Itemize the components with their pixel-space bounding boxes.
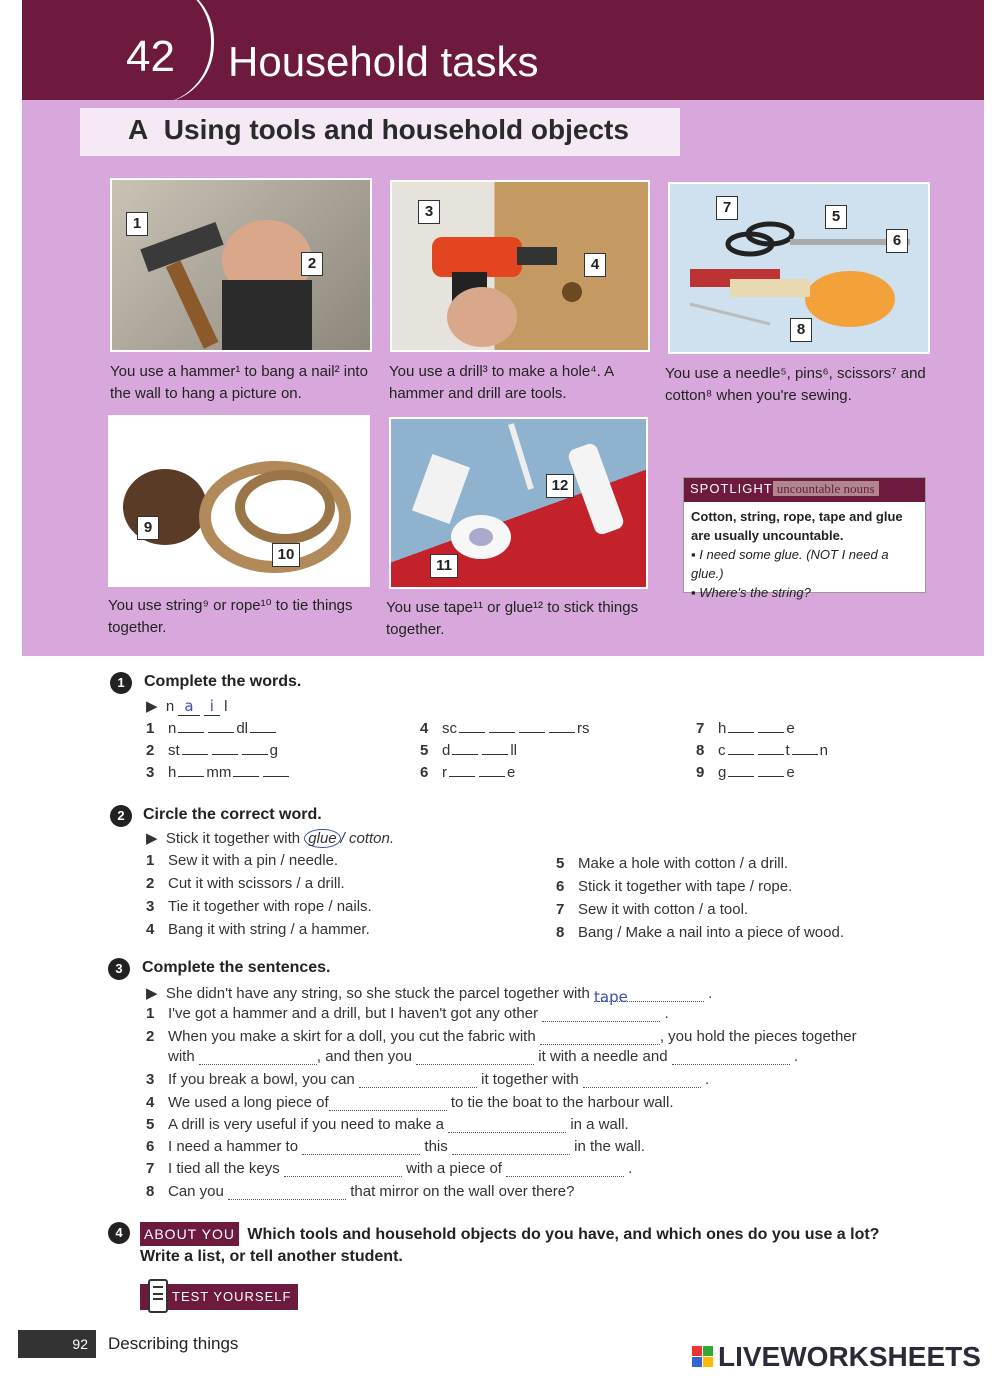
sentence-2: 2 When you make a skirt for a doll, you cut the fabric with , you hold the pieces together bbox=[146, 1028, 857, 1045]
book-icon bbox=[148, 1279, 168, 1313]
sentence-2-cont: with , and then you it with a needle and . bbox=[168, 1048, 799, 1065]
rope-photo bbox=[108, 415, 370, 587]
sentence-7: 7 I tied all the keys with a piece of . bbox=[146, 1160, 633, 1177]
example-answer: tape bbox=[594, 988, 704, 1002]
page-number: 92 bbox=[18, 1330, 96, 1358]
label-8: 8 bbox=[790, 318, 812, 342]
liveworksheets-logo: LIVEWORKSHEETS bbox=[718, 1341, 981, 1372]
blank[interactable] bbox=[452, 1141, 570, 1155]
label-12: 12 bbox=[546, 474, 574, 498]
blank[interactable] bbox=[728, 743, 754, 755]
caption-drill: You use a drill³ to make a hole⁴. A hammer and drill are tools. bbox=[389, 363, 614, 402]
circled-answer: glue bbox=[304, 829, 340, 848]
blank[interactable] bbox=[449, 765, 475, 777]
blank[interactable] bbox=[178, 765, 204, 777]
hammer-photo bbox=[110, 178, 372, 352]
word-item-8: 8 c t n bbox=[696, 742, 829, 759]
blank[interactable] bbox=[506, 1163, 624, 1177]
sentence-5: 5 A drill is very useful if you need to make a in a wall. bbox=[146, 1116, 629, 1133]
blank[interactable] bbox=[284, 1163, 402, 1177]
exercise-3-title: Complete the sentences. bbox=[142, 959, 331, 976]
label-10: 10 bbox=[272, 543, 300, 567]
exercise-2-example: ▶ Stick it together with glue / cotton. bbox=[146, 830, 395, 847]
exercise-4-number: 4 bbox=[108, 1222, 130, 1244]
label-5: 5 bbox=[825, 205, 847, 229]
label-4: 4 bbox=[584, 253, 606, 277]
blank[interactable] bbox=[459, 721, 485, 733]
exercise-4-text: ABOUT YOU Which tools and household objects do you have, and which ones do you use a lot? Write a list, or tell another student. bbox=[140, 1222, 920, 1268]
example-answer-i: i bbox=[204, 697, 220, 716]
word-item-2: 2 st g bbox=[146, 742, 279, 759]
caption-rope: You use string⁹ or rope¹⁰ to tie things together. bbox=[108, 597, 353, 636]
word-item-9: 9 g e bbox=[696, 764, 795, 781]
caption-tape-glue: You use tape¹¹ or glue¹² to stick things together. bbox=[386, 599, 639, 638]
blank[interactable] bbox=[482, 743, 508, 755]
circle-item-3[interactable]: 3 Tie it together with rope / nails. bbox=[146, 898, 372, 915]
circle-item-8[interactable]: 8 Bang / Make a nail into a piece of wood. bbox=[556, 924, 845, 941]
exercise-1-number: 1 bbox=[110, 672, 132, 694]
blank[interactable] bbox=[250, 721, 276, 733]
word-item-4: 4 sc rs bbox=[420, 720, 590, 737]
label-2: 2 bbox=[301, 252, 323, 276]
word-item-1: 1 n dl bbox=[146, 720, 278, 737]
sentence-4: 4 We used a long piece of to tie the boat to the harbour wall. bbox=[146, 1094, 674, 1111]
blank[interactable] bbox=[228, 1186, 346, 1200]
word-item-6: 6 r e bbox=[420, 764, 516, 781]
blank[interactable] bbox=[792, 743, 818, 755]
footer-section: Describing things bbox=[108, 1334, 239, 1353]
circle-item-6[interactable]: 6 Stick it together with tape / rope. bbox=[556, 878, 793, 895]
label-7: 7 bbox=[716, 196, 738, 220]
exercise-1-example: ▶ n a i l bbox=[146, 697, 228, 715]
spotlight-body: Cotton, string, rope, tape and glue are usually uncountable. bbox=[691, 509, 903, 543]
liveworksheets-icon bbox=[692, 1346, 714, 1368]
blank[interactable] bbox=[242, 743, 268, 755]
sentence-1: 1 I've got a hammer and a drill, but I haven't got any other . bbox=[146, 1005, 669, 1022]
exercise-2-title: Circle the correct word. bbox=[143, 806, 322, 823]
label-11: 11 bbox=[430, 554, 458, 578]
blank[interactable] bbox=[540, 1031, 660, 1045]
blank[interactable] bbox=[263, 765, 289, 777]
blank[interactable] bbox=[549, 721, 575, 733]
circle-item-1[interactable]: 1 Sew it with a pin / needle. bbox=[146, 852, 339, 869]
spotlight-example-2: ▪ Where's the string? bbox=[691, 585, 811, 600]
sentence-8: 8 Can you that mirror on the wall over there? bbox=[146, 1183, 575, 1200]
blank[interactable] bbox=[728, 721, 754, 733]
blank[interactable] bbox=[452, 743, 478, 755]
blank[interactable] bbox=[758, 765, 784, 777]
blank[interactable] bbox=[416, 1051, 534, 1065]
word-item-7: 7 h e bbox=[696, 720, 795, 737]
blank[interactable] bbox=[199, 1051, 317, 1065]
blank[interactable] bbox=[302, 1141, 420, 1155]
word-item-5: 5 d ll bbox=[420, 742, 518, 759]
spotlight-topic: uncountable nouns bbox=[773, 481, 879, 496]
blank[interactable] bbox=[329, 1097, 447, 1111]
blank[interactable] bbox=[233, 765, 259, 777]
blank[interactable] bbox=[208, 721, 234, 733]
circle-item-2[interactable]: 2 Cut it with scissors / a drill. bbox=[146, 875, 345, 892]
chapter-number: 42 bbox=[126, 32, 175, 81]
word-item-3: 3 h mm bbox=[146, 764, 291, 781]
test-yourself-button[interactable]: TEST YOURSELF bbox=[140, 1284, 298, 1310]
sentence-3: 3 If you break a bowl, you can it together with . bbox=[146, 1071, 710, 1088]
blank[interactable] bbox=[479, 765, 505, 777]
circle-item-5[interactable]: 5 Make a hole with cotton / a drill. bbox=[556, 855, 789, 872]
about-you-tag: ABOUT YOU bbox=[140, 1222, 239, 1246]
blank[interactable] bbox=[489, 721, 515, 733]
caption-hammer: You use a hammer¹ to bang a nail² into the wall to hang a picture on. bbox=[110, 363, 368, 402]
blank[interactable] bbox=[728, 765, 754, 777]
spotlight-label: SPOTLIGHT bbox=[690, 481, 773, 496]
circle-item-7[interactable]: 7 Sew it with cotton / a tool. bbox=[556, 901, 749, 918]
spotlight-header bbox=[684, 478, 925, 502]
tape-glue-photo bbox=[389, 417, 648, 589]
sentence-6: 6 I need a hammer to this in the wall. bbox=[146, 1138, 645, 1155]
blank[interactable] bbox=[178, 721, 204, 733]
label-1: 1 bbox=[126, 212, 148, 236]
label-9: 9 bbox=[137, 516, 159, 540]
chapter-title: Household tasks bbox=[228, 38, 539, 85]
exercise-2-number: 2 bbox=[110, 805, 132, 827]
blank[interactable] bbox=[359, 1074, 477, 1088]
label-6: 6 bbox=[886, 229, 908, 253]
blank[interactable] bbox=[182, 743, 208, 755]
circle-item-4[interactable]: 4 Bang it with string / a hammer. bbox=[146, 921, 370, 938]
section-a-title: A Using tools and household objects bbox=[128, 114, 629, 145]
label-3: 3 bbox=[418, 200, 440, 224]
spotlight-example-1: ▪ I need some glue. (NOT I need a glue.) bbox=[691, 547, 889, 581]
blank[interactable] bbox=[212, 743, 238, 755]
exercise-3-number: 3 bbox=[108, 958, 130, 980]
blank[interactable] bbox=[542, 1008, 660, 1022]
exercise-3-example: ▶ She didn't have any string, so she stuck the parcel together with tape . bbox=[146, 985, 713, 1006]
blank[interactable] bbox=[672, 1051, 790, 1065]
example-answer-a: a bbox=[178, 697, 199, 716]
blank[interactable] bbox=[583, 1074, 701, 1088]
blank[interactable] bbox=[758, 721, 784, 733]
blank[interactable] bbox=[448, 1119, 566, 1133]
caption-sewing: You use a needle⁵, pins⁶, scissors⁷ and cotton⁸ when you're sewing. bbox=[665, 365, 926, 404]
blank[interactable] bbox=[758, 743, 784, 755]
exercise-1-title: Complete the words. bbox=[144, 673, 302, 690]
spotlight-box bbox=[683, 477, 926, 600]
blank[interactable] bbox=[519, 721, 545, 733]
